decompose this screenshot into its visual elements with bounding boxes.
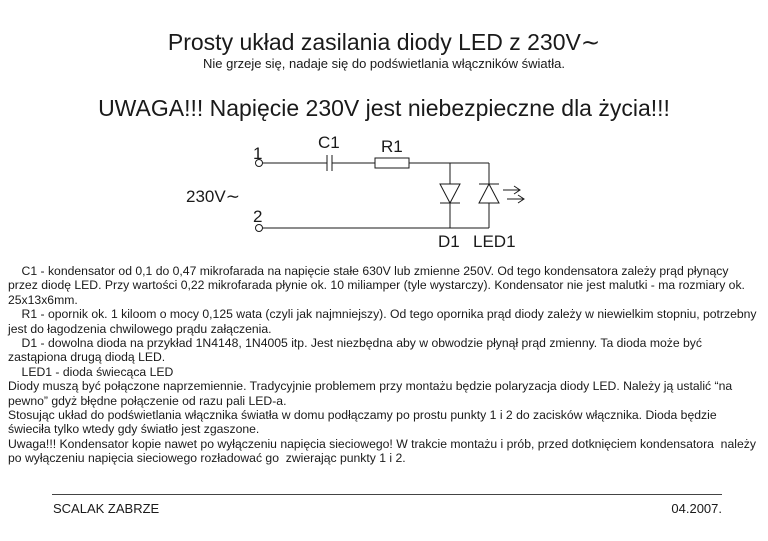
- label-voltage: 230V∼: [186, 187, 240, 206]
- label-d1: D1: [438, 232, 460, 251]
- desc-usage: Stosując układ do podświetlania włącznika światła w domu podłączamy po prostu punkty 1 i 2 do zacisków włącznika. Dioda będzie świeciła tylko wtedy gdy światło jest zgaszone.: [8, 408, 717, 437]
- page-subtitle: Nie grzeje się, nadaje się do podświetlania włączników światła.: [202, 56, 566, 71]
- desc-r1: R1 - opornik ok. 1 kiloom o mocy 0,125 wata (czyli jak najmniejszy). Od tego opornika prąd diody zależy w niewielkim stopniu, potrzebny jest do łagodzenia chwilowego prądu załączenia.: [8, 307, 760, 336]
- footer-date: 04.2007.: [671, 501, 722, 516]
- desc-caution: Uwaga!!! Kondensator kopie nawet po wyłączeniu napięcia sieciowego! W trakcie montażu i prób, przed dotknięciem kondensatora należy po wyłączeniu napięcia sieciowego rozładować go zwierając punkty 1 i 2.: [8, 436, 760, 466]
- warning-heading: UWAGA!!! Napięcie 230V jest niebezpieczne dla życia!!!: [98, 95, 670, 121]
- label-led1: LED1: [473, 232, 516, 251]
- label-c1: C1: [318, 133, 340, 152]
- footer-divider: [52, 494, 722, 495]
- label-node-1: 1: [253, 144, 263, 163]
- resistor-body: [375, 158, 409, 168]
- description-block: [8, 264, 760, 466]
- desc-polarity: Diody muszą być połączone naprzemiennie. Tradycyjnie problemem przy montażu będzie polaryzacja diody LED. Należy ją ustalić “na pewno” gdyż błędne połączenie od razu pali LED-a.: [8, 379, 733, 408]
- desc-led1: LED1 - dioda świecąca LED: [8, 364, 174, 379]
- label-node-2: 2: [253, 207, 263, 226]
- circuit-diagram: [0, 0, 768, 262]
- d1-triangle: [440, 184, 460, 203]
- desc-c1: C1 - kondensator od 0,1 do 0,47 mikrofarada na napięcie stałe 630V lub zmienne 250V. Od tego kondensatora zależy prąd płynący przez diodę LED. Przy wartości 0,22 mikrofarada płynie ok. 10 miliamper (tyle wystarczy). Kondensator nie jest malutki - ma rozmiary ok. 25x13x6mm.: [8, 264, 749, 307]
- label-r1: R1: [381, 137, 403, 156]
- page-title: Prosty układ zasilania diody LED z 230V∼: [167, 29, 601, 55]
- footer-author: SCALAK ZABRZE: [53, 501, 160, 516]
- led-triangle: [479, 184, 499, 203]
- desc-d1: D1 - dowolna dioda na przykład 1N4148, 1N4005 itp. Jest niezbędna aby w obwodzie płynął prąd zmienny. Ta dioda może być zastąpiona drugą diodą LED.: [8, 336, 706, 365]
